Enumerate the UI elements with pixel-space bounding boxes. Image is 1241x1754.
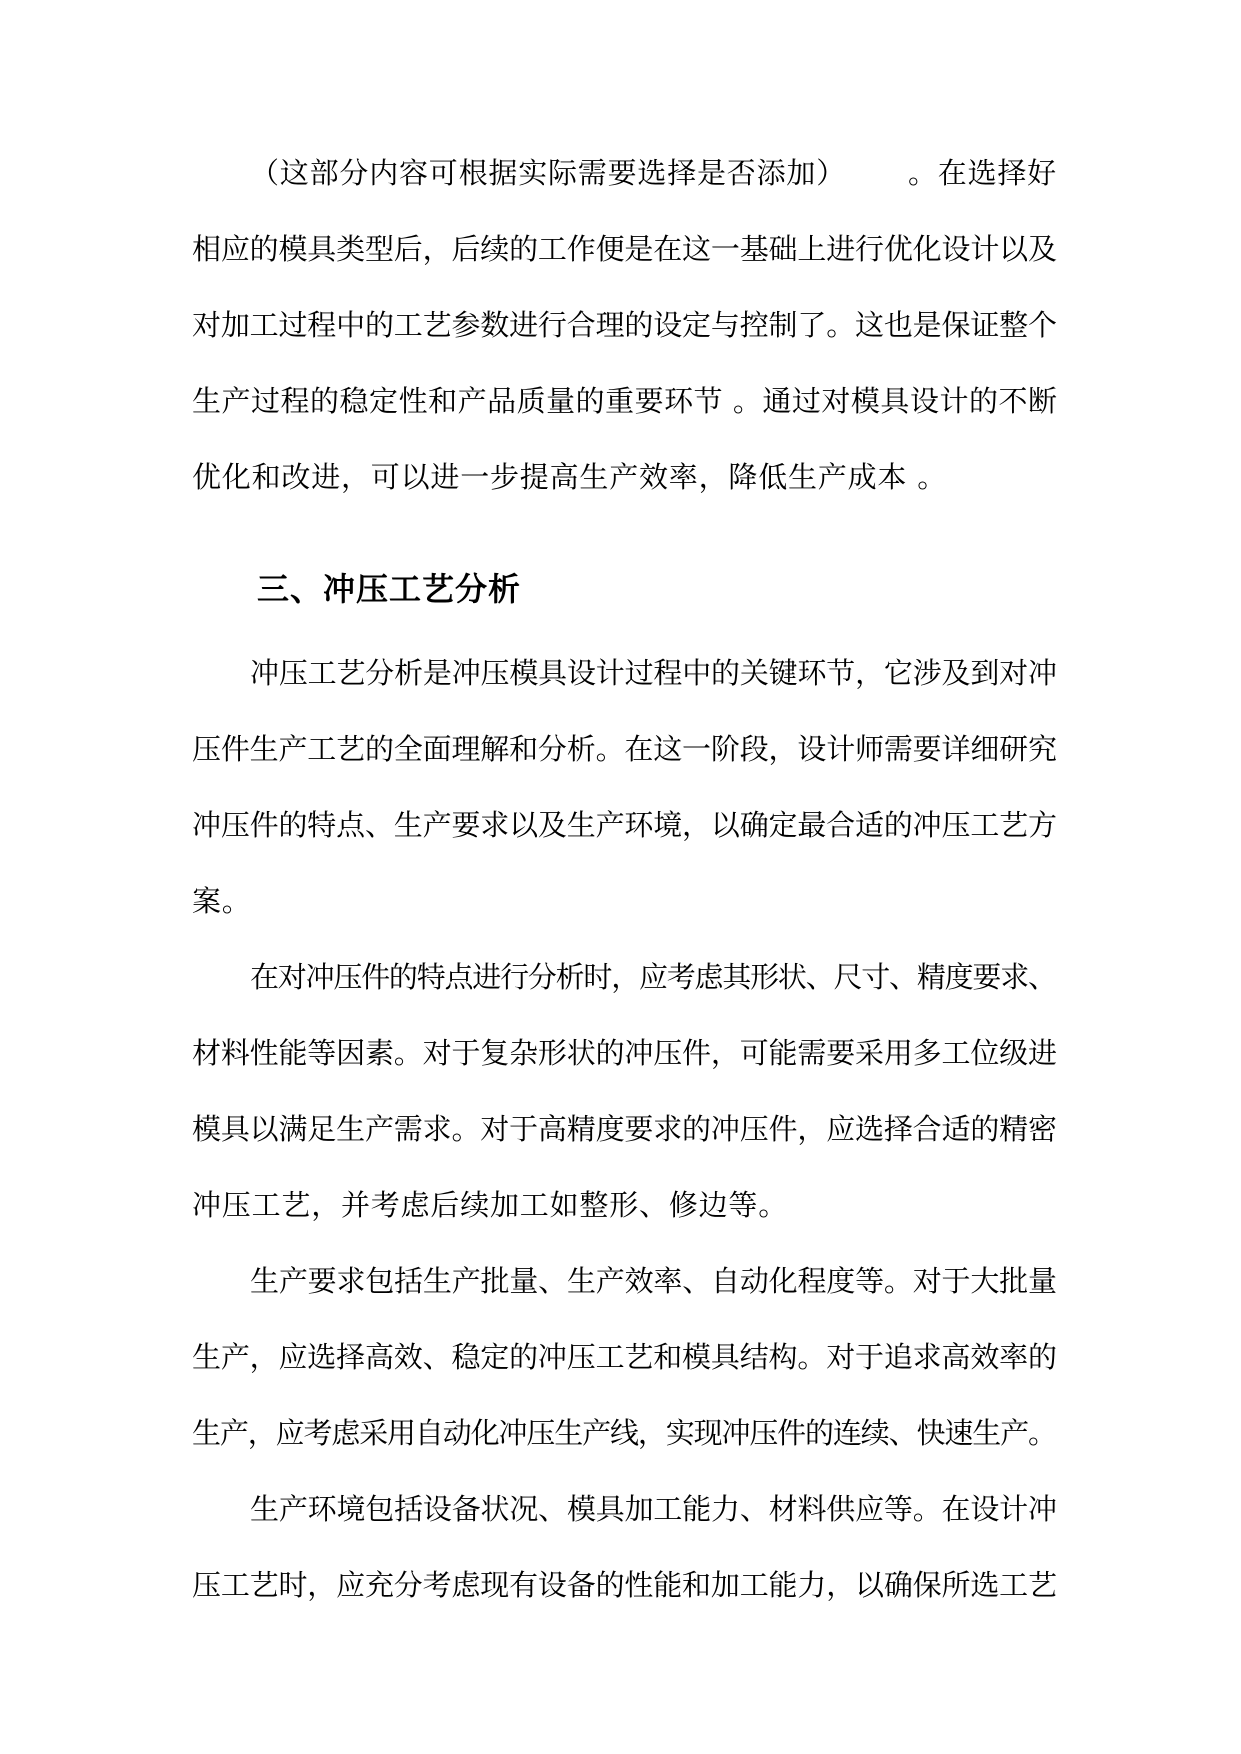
text-line: 模具以满足生产需求。对于高精度要求的冲压件，应选择合适的精密 (192, 1112, 1057, 1146)
paragraph-continuation (192, 135, 1057, 515)
paragraph (192, 635, 1057, 939)
text-line: 相应的模具类型后，后续的工作便是在这一基础上进行优化设计以及 (192, 232, 1057, 266)
text-line: 生产，应考虑采用自动化冲压生产线，实现冲压件的连续、快速生产。 (192, 1416, 1056, 1450)
text-line: 生产过程的稳定性和产品质量的重要环节 。通过对模具设计的不断 (192, 384, 1058, 418)
paragraph (192, 1243, 1057, 1471)
text-line: 在对冲压件的特点进行分析时，应考虑其形状、尺寸、精度要求、 (250, 960, 1056, 994)
text-line-left: （这部分内容可根据实际需要选择是否添加） (250, 156, 847, 190)
paragraph (192, 939, 1057, 1243)
text-line: 冲压件的特点、生产要求以及生产环境，以确定最合适的冲压工艺方 (192, 808, 1057, 842)
text-line: 对加工过程中的工艺参数进行合理的设定与控制了。这也是保证整个 (192, 308, 1057, 342)
text-line: 压件生产工艺的全面理解和分析。在这一阶段，设计师需要详细研究 (192, 732, 1057, 766)
paragraph (192, 1471, 1057, 1623)
text-line (192, 135, 1057, 211)
text-line-right: 。在选择好 (907, 156, 1057, 190)
text-line: 案。 (192, 884, 252, 918)
text-line: 冲压工艺，并考虑后续加工如整形、修边等。 (192, 1188, 789, 1222)
text-line: 材料性能等因素。对于复杂形状的冲压件，可能需要采用多工位级进 (192, 1036, 1057, 1070)
text-line: 生产要求包括生产批量、生产效率、自动化程度等。对于大批量 (250, 1264, 1057, 1298)
section-heading: 三、冲压工艺分析 (257, 570, 522, 608)
text-line: 冲压工艺分析是冲压模具设计过程中的关键环节，它涉及到对冲 (250, 656, 1057, 690)
body-text (192, 135, 1057, 1623)
text-line: 压工艺时，应充分考虑现有设备的性能和加工能力，以确保所选工艺 (192, 1568, 1057, 1602)
text-line: 优化和改进，可以进一步提高生产效率，降低生产成本 。 (192, 460, 948, 494)
text-line: 生产，应选择高效、稳定的冲压工艺和模具结构。对于追求高效率的 (192, 1340, 1057, 1374)
text-line: 生产环境包括设备状况、模具加工能力、材料供应等。在设计冲 (250, 1492, 1057, 1526)
